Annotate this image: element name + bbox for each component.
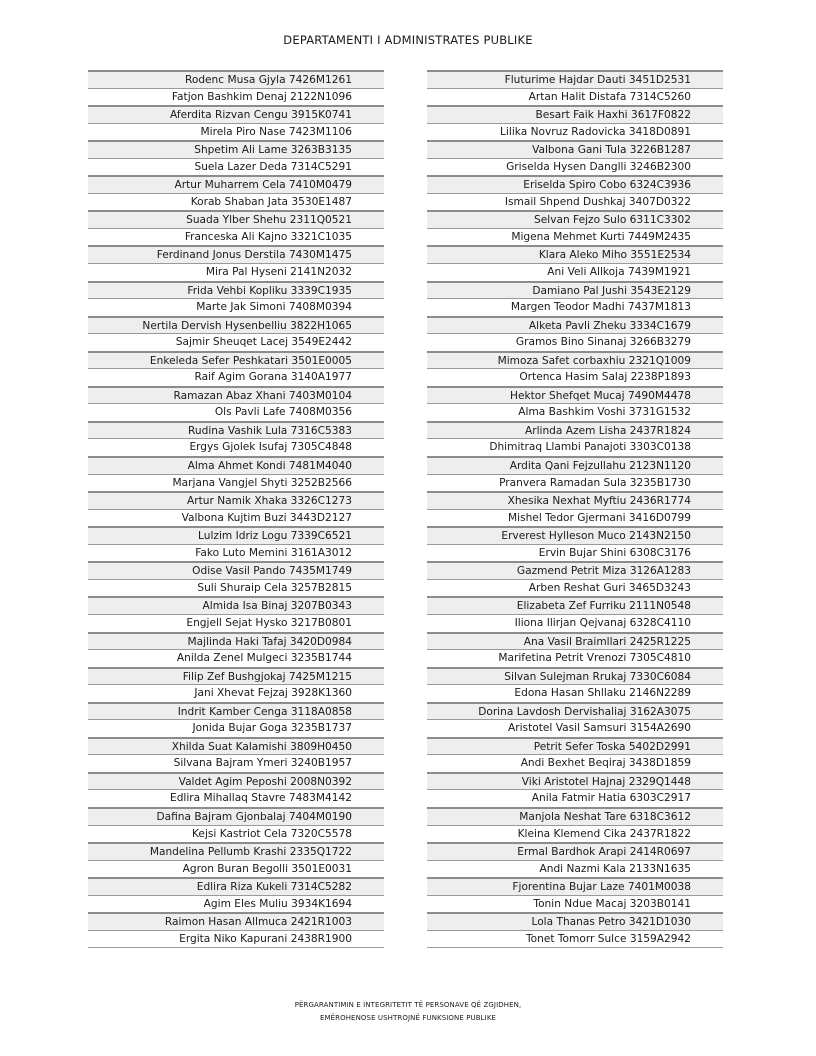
list-item: Aferdita Rizvan Cengu 3915K0741 xyxy=(88,105,384,123)
list-item: Dorina Lavdosh Dervishaliaj 3162A3075 xyxy=(427,702,723,720)
list-item: Almida Isa Binaj 3207B0343 xyxy=(88,596,384,614)
list-item: Fluturime Hajdar Dauti 3451D2531 xyxy=(427,70,723,88)
list-item: Raimon Hasan Allmuca 2421R1003 xyxy=(88,912,384,930)
list-item: Valbona Kujtim Buzi 3443D2127 xyxy=(88,509,384,527)
list-item: Marifetina Petrit Vrenozi 7305C4810 xyxy=(427,649,723,667)
list-item: Enkeleda Sefer Peshkatari 3501E0005 xyxy=(88,351,384,369)
list-item: Jani Xhevat Fejzaj 3928K1360 xyxy=(88,684,384,702)
list-item: Sajmir Sheuqet Lacej 3549E2442 xyxy=(88,333,384,351)
list-item: Ermal Bardhok Arapi 2414R0697 xyxy=(427,842,723,860)
right-name-list xyxy=(427,70,723,948)
list-item: Tonin Ndue Macaj 3203B0141 xyxy=(427,895,723,913)
list-item: Iliona Ilirjan Qejvanaj 6328C4110 xyxy=(427,614,723,632)
list-item: Franceska Ali Kajno 3321C1035 xyxy=(88,228,384,246)
page-title: DEPARTAMENTI I ADMINISTRATES PUBLIKE xyxy=(283,33,533,47)
list-item: Fjorentina Bujar Laze 7401M0038 xyxy=(427,877,723,895)
list-item: Ols Pavli Lafe 7408M0356 xyxy=(88,403,384,421)
list-item: Anila Fatmir Hatia 6303C2917 xyxy=(427,789,723,807)
list-item: Dafina Bajram Gjonbalaj 7404M0190 xyxy=(88,807,384,825)
list-item: Edlira Riza Kukeli 7314C5282 xyxy=(88,877,384,895)
list-item: Hektor Shefqet Mucaj 7490M4478 xyxy=(427,386,723,404)
list-item: Ani Veli Allkoja 7439M1921 xyxy=(427,263,723,281)
list-item: Ana Vasil Braimllari 2425R1225 xyxy=(427,632,723,650)
list-item: Gazmend Petrit Miza 3126A1283 xyxy=(427,561,723,579)
list-item: Ramazan Abaz Xhani 7403M0104 xyxy=(88,386,384,404)
list-item: Shpetim Ali Lame 3263B3135 xyxy=(88,140,384,158)
list-item: Agron Buran Begolli 3501E0031 xyxy=(88,860,384,878)
list-item: Besart Faik Haxhi 3617F0822 xyxy=(427,105,723,123)
list-item: Klara Aleko Miho 3551E2534 xyxy=(427,245,723,263)
list-item: Mira Pal Hyseni 2141N2032 xyxy=(88,263,384,281)
list-item: Valbona Gani Tula 3226B1287 xyxy=(427,140,723,158)
list-item: Viki Aristotel Hajnaj 2329Q1448 xyxy=(427,772,723,790)
footer xyxy=(0,999,816,1025)
list-item: Engjell Sejat Hysko 3217B0801 xyxy=(88,614,384,632)
list-item: Majlinda Haki Tafaj 3420D0984 xyxy=(88,632,384,650)
list-item: Mirela Piro Nase 7423M1106 xyxy=(88,123,384,141)
list-item: Rudina Vashik Lula 7316C5383 xyxy=(88,421,384,439)
list-item: Griselda Hysen Danglli 3246B2300 xyxy=(427,158,723,176)
list-item: Alketa Pavli Zheku 3334C1679 xyxy=(427,316,723,334)
list-item: Fako Luto Memini 3161A3012 xyxy=(88,544,384,562)
list-item: Fatjon Bashkim Denaj 2122N1096 xyxy=(88,88,384,106)
list-item: Gramos Bino Sinanaj 3266B3279 xyxy=(427,333,723,351)
list-item: Manjola Neshat Tare 6318C3612 xyxy=(427,807,723,825)
list-item: Lulzim Idriz Logu 7339C6521 xyxy=(88,526,384,544)
list-item: Nertila Dervish Hysenbelliu 3822H1065 xyxy=(88,316,384,334)
footer-line-1: PËRGARANTIMIN E INTEGRITETIT TË PERSONAVE QË ZGJIDHEN, xyxy=(294,1001,522,1009)
list-item: Ardita Qani Fejzullahu 2123N1120 xyxy=(427,456,723,474)
list-item: Silvana Bajram Ymeri 3240B1957 xyxy=(88,754,384,772)
list-item: Frida Vehbi Kopliku 3339C1935 xyxy=(88,281,384,299)
list-item: Ervin Bujar Shini 6308C3176 xyxy=(427,544,723,562)
list-item: Mimoza Safet corbaxhiu 2321Q1009 xyxy=(427,351,723,369)
list-item: Petrit Sefer Toska 5402D2991 xyxy=(427,737,723,755)
list-item: Alma Bashkim Voshi 3731G1532 xyxy=(427,403,723,421)
list-item: Edlira Mihallaq Stavre 7483M4142 xyxy=(88,789,384,807)
list-item: Eriselda Spiro Cobo 6324C3936 xyxy=(427,175,723,193)
list-item: Elizabeta Zef Furriku 2111N0548 xyxy=(427,596,723,614)
list-item: Suela Lazer Deda 7314C5291 xyxy=(88,158,384,176)
list-item: Jonida Bujar Goga 3235B1737 xyxy=(88,719,384,737)
list-item: Ortenca Hasim Salaj 2238P1893 xyxy=(427,368,723,386)
list-item: Raif Agim Gorana 3140A1977 xyxy=(88,368,384,386)
list-item: Artur Muharrem Cela 7410M0479 xyxy=(88,175,384,193)
list-item: Aristotel Vasil Samsuri 3154A2690 xyxy=(427,719,723,737)
list-item: Andi Nazmi Kala 2133N1635 xyxy=(427,860,723,878)
footer-line-2: EMËROHENOSE USHTROJNË FUNKSIONE PUBLIKE xyxy=(319,1014,497,1022)
list-item: Marte Jak Simoni 7408M0394 xyxy=(88,298,384,316)
list-item: Edona Hasan Shllaku 2146N2289 xyxy=(427,684,723,702)
list-item: Rodenc Musa Gjyla 7426M1261 xyxy=(88,70,384,88)
list-item: Korab Shaban Jata 3530E1487 xyxy=(88,193,384,211)
list-item: Damiano Pal Jushi 3543E2129 xyxy=(427,281,723,299)
list-item: Migena Mehmet Kurti 7449M2435 xyxy=(427,228,723,246)
list-item: Valdet Agim Peposhi 2008N0392 xyxy=(88,772,384,790)
list-item: Anilda Zenel Mulgeci 3235B1744 xyxy=(88,649,384,667)
list-item: Alma Ahmet Kondi 7481M4040 xyxy=(88,456,384,474)
list-item: Mishel Tedor Gjermani 3416D0799 xyxy=(427,509,723,527)
list-item: Tonet Tomorr Sulce 3159A2942 xyxy=(427,930,723,948)
list-item: Kejsi Kastriot Cela 7320C5578 xyxy=(88,825,384,843)
list-item: Artan Halit Distafa 7314C5260 xyxy=(427,88,723,106)
list-item: Pranvera Ramadan Sula 3235B1730 xyxy=(427,474,723,492)
list-item: Mandelina Pellumb Krashi 2335Q1722 xyxy=(88,842,384,860)
list-item: Xhilda Suat Kalamishi 3809H0450 xyxy=(88,737,384,755)
list-item: Odise Vasil Pando 7435M1749 xyxy=(88,561,384,579)
list-item: Agim Eles Muliu 3934K1694 xyxy=(88,895,384,913)
left-name-list xyxy=(88,70,384,948)
list-item: Suada Ylber Shehu 2311Q0521 xyxy=(88,210,384,228)
list-item: Dhimitraq Llambi Panajoti 3303C0138 xyxy=(427,438,723,456)
list-item: Ismail Shpend Dushkaj 3407D0322 xyxy=(427,193,723,211)
list-item: Suli Shuraip Cela 3257B2815 xyxy=(88,579,384,597)
list-item: Xhesika Nexhat Myftiu 2436R1774 xyxy=(427,491,723,509)
list-item: Andi Bexhet Beqiraj 3438D1859 xyxy=(427,754,723,772)
list-item: Arlinda Azem Lisha 2437R1824 xyxy=(427,421,723,439)
list-item: Marjana Vangjel Shyti 3252B2566 xyxy=(88,474,384,492)
list-item: Ergita Niko Kapurani 2438R1900 xyxy=(88,930,384,948)
list-item: Ferdinand Jonus Derstila 7430M1475 xyxy=(88,245,384,263)
list-item: Kleina Klemend Cika 2437R1822 xyxy=(427,825,723,843)
list-item: Lola Thanas Petro 3421D1030 xyxy=(427,912,723,930)
list-item: Lilika Novruz Radovicka 3418D0891 xyxy=(427,123,723,141)
list-item: Erverest Hylleson Muco 2143N2150 xyxy=(427,526,723,544)
list-item: Selvan Fejzo Sulo 6311C3302 xyxy=(427,210,723,228)
list-item: Margen Teodor Madhi 7437M1813 xyxy=(427,298,723,316)
list-item: Silvan Sulejman Rrukaj 7330C6084 xyxy=(427,667,723,685)
list-item: Artur Namik Xhaka 3326C1273 xyxy=(88,491,384,509)
list-item: Indrit Kamber Cenga 3118A0858 xyxy=(88,702,384,720)
list-item: Ergys Gjolek Isufaj 7305C4848 xyxy=(88,438,384,456)
list-item: Arben Reshat Guri 3465D3243 xyxy=(427,579,723,597)
list-item: Filip Zef Bushgjokaj 7425M1215 xyxy=(88,667,384,685)
